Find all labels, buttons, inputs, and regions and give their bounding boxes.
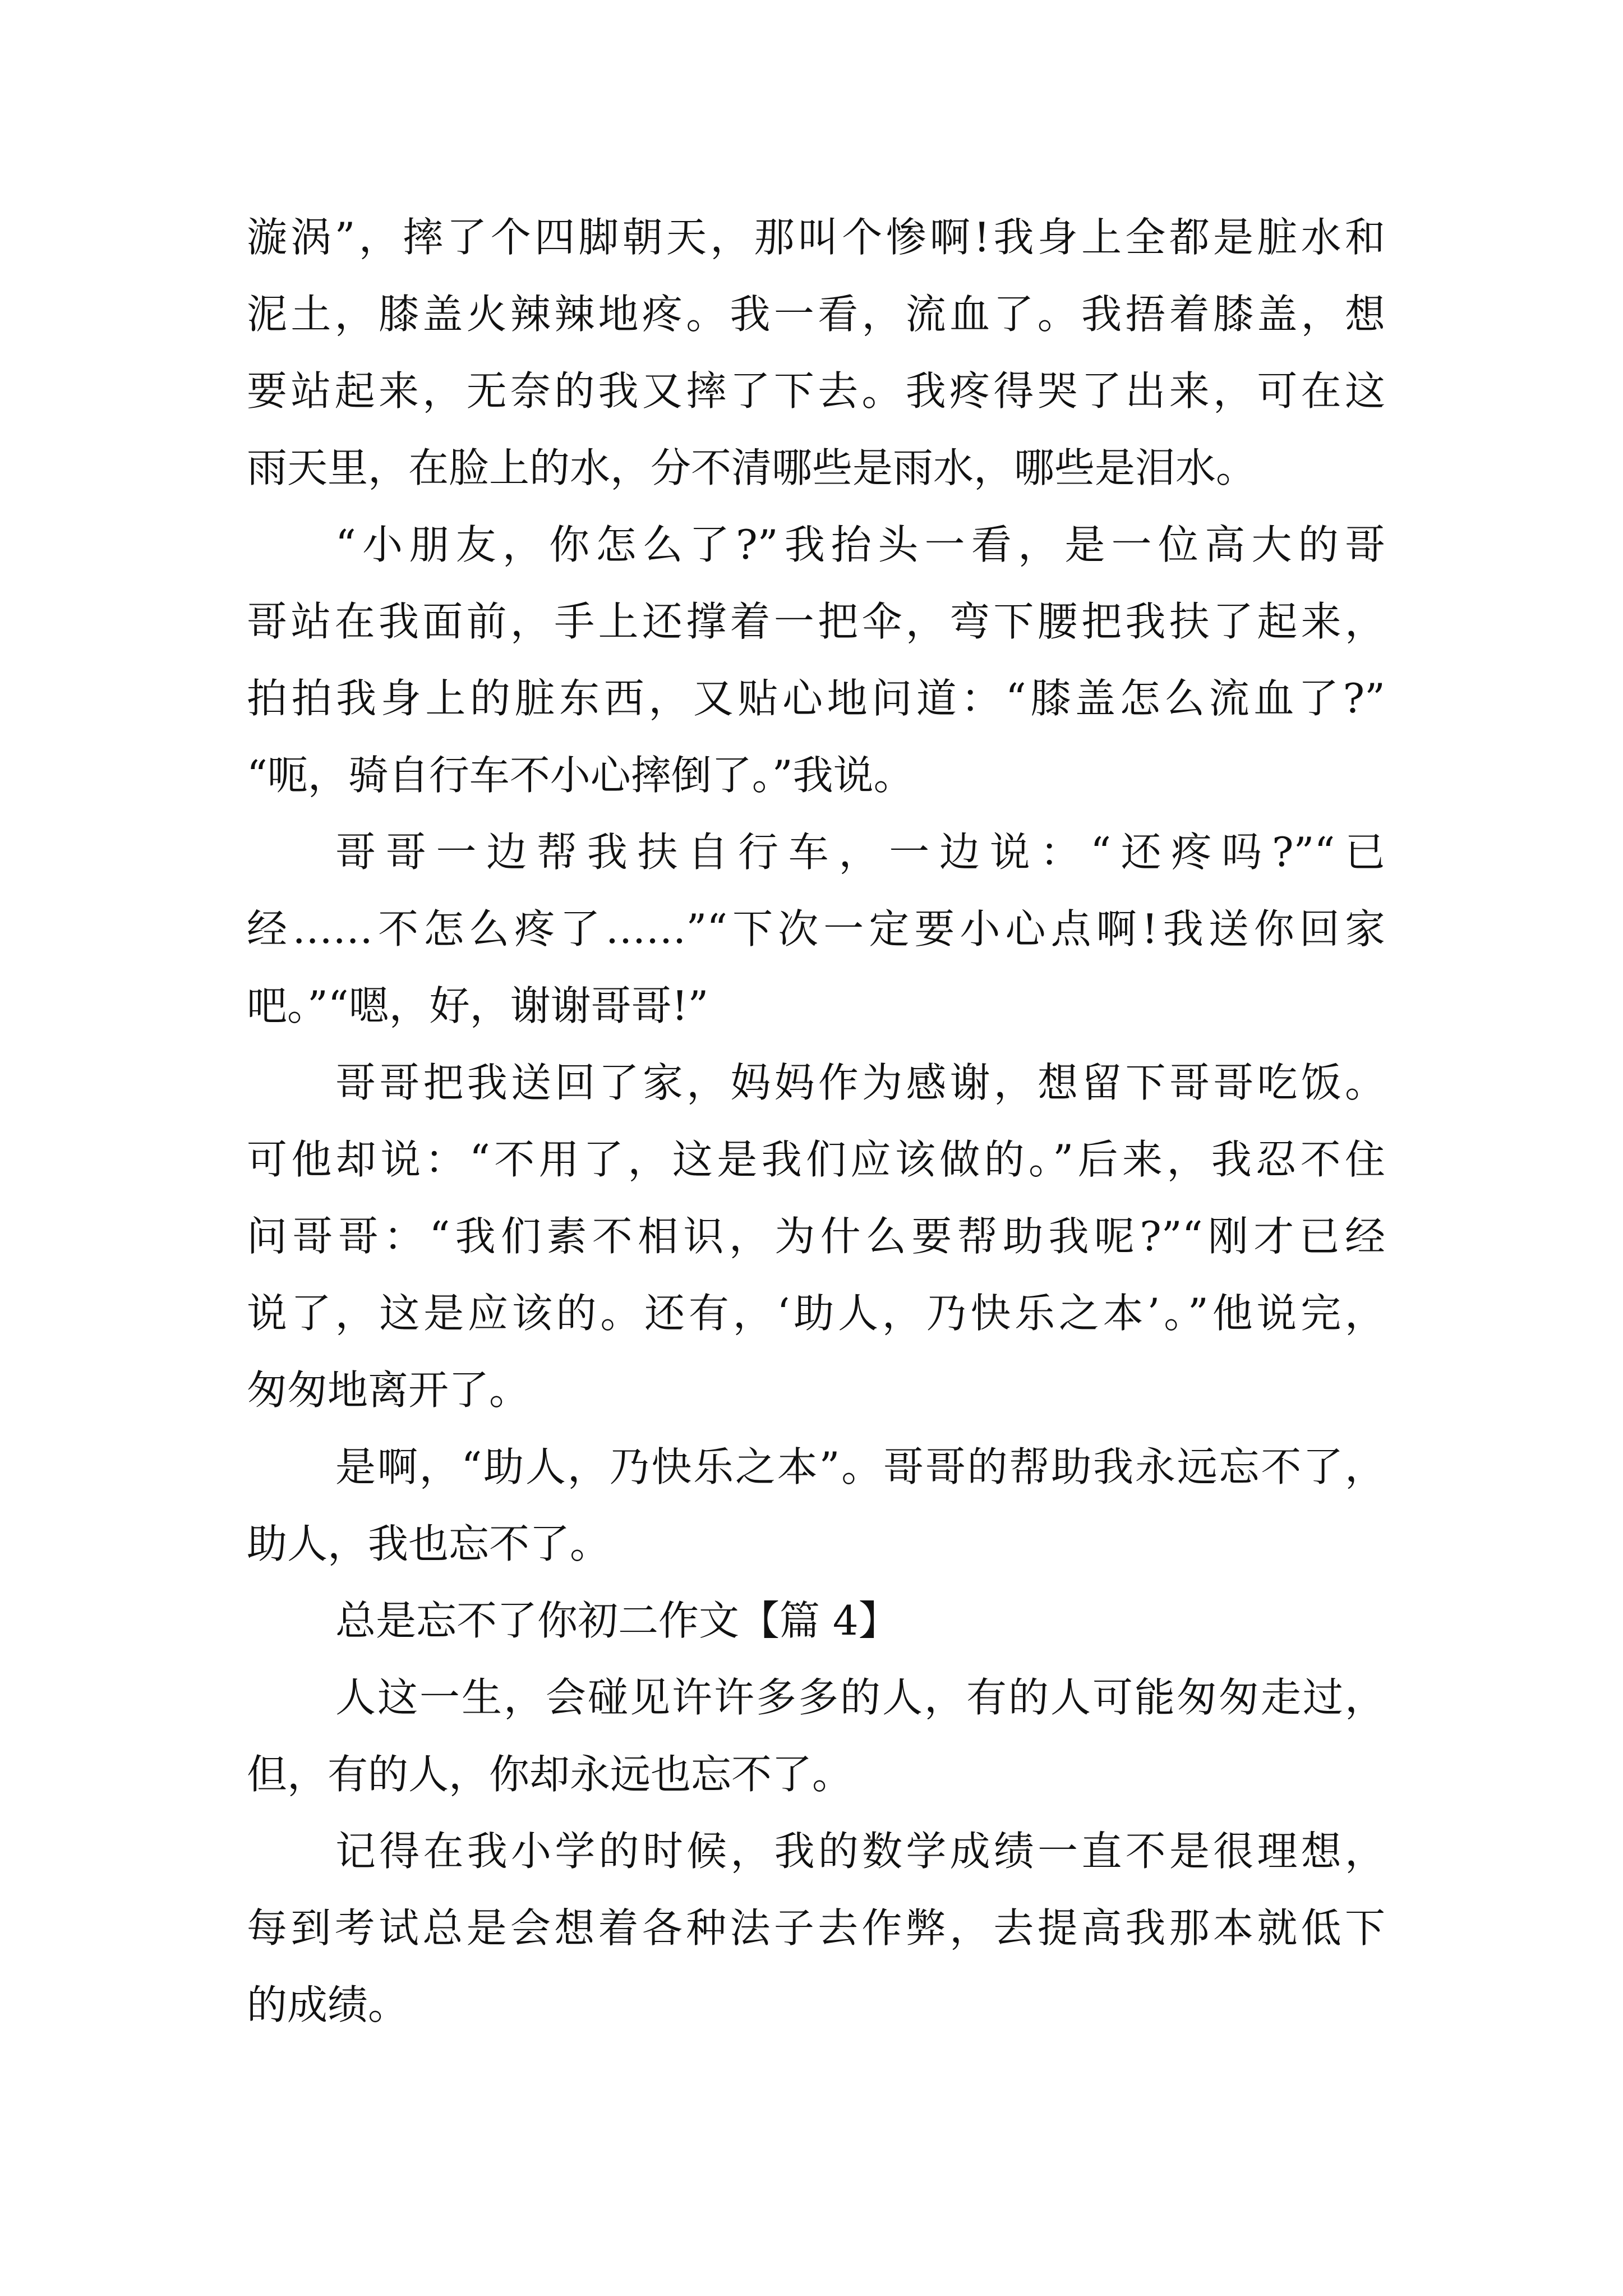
text-line: 说了，这是应该的。还有，‘助人，乃快乐之本’。”他说完，	[247, 1290, 1385, 1337]
text-line: 记得在我小学的时候，我的数学成绩一直不是很理想，	[335, 1828, 1385, 1875]
heading-line: 总是忘不了你初二作文【篇 4】	[335, 1597, 899, 1644]
section-heading	[247, 1582, 1385, 1659]
text-line: 泥土，膝盖火辣辣地疼。我一看，流血了。我捂着膝盖，想	[247, 291, 1385, 338]
text-line: 哥哥把我送回了家，妈妈作为感谢，想留下哥哥吃饭。	[335, 1059, 1385, 1106]
text-line: 但，有的人，你却永远也忘不了。	[247, 1751, 853, 1798]
text-line: 可他却说：“不用了，这是我们应该做的。”后来，我忍不住	[247, 1136, 1385, 1183]
text-line: 哥站在我面前，手上还撑着一把伞，弯下腰把我扶了起来，	[247, 598, 1385, 645]
paragraph	[247, 1045, 1385, 1429]
text-line: 是啊，“助人，乃快乐之本”。哥哥的帮助我永远忘不了，	[335, 1443, 1385, 1490]
text-line: 人这一生，会碰见许许多多的人，有的人可能匆匆走过，	[335, 1674, 1385, 1721]
text-line: 每到考试总是会想着各种法子去作弊，去提高我那本就低下	[247, 1904, 1385, 1952]
paragraph	[247, 1429, 1385, 1582]
text-line: 吧。”“嗯，好，谢谢哥哥!”	[247, 982, 709, 1029]
text-line: 助人，我也忘不了。	[247, 1520, 611, 1567]
text-line: 要站起来，无奈的我又摔了下去。我疼得哭了出来，可在这	[247, 367, 1385, 415]
paragraph	[247, 1813, 1385, 2044]
text-line: 的成绩。	[247, 1981, 409, 2028]
text-line: 哥哥一边帮我扶自行车，一边说：“还疼吗?”“已	[335, 829, 1385, 876]
essay-body	[247, 199, 1385, 2044]
text-line: 问哥哥：“我们素不相识，为什么要帮助我呢?”“刚才已经	[247, 1213, 1385, 1260]
text-line: 匆匆地离开了。	[247, 1366, 530, 1414]
paragraph	[247, 199, 1385, 507]
text-line: 漩涡”，摔了个四脚朝天，那叫个惨啊!我身上全都是脏水和	[247, 214, 1385, 261]
text-line: 雨天里，在脸上的水，分不清哪些是雨水，哪些是泪水。	[247, 444, 1257, 491]
text-line: 拍拍我身上的脏东西，又贴心地问道：“膝盖怎么流血了?”	[247, 675, 1385, 722]
text-line: “呃，骑自行车不小心摔倒了。”我说。	[247, 752, 914, 799]
text-line: “小朋友，你怎么了?”我抬头一看，是一位高大的哥	[335, 521, 1385, 568]
text-line: 经……不怎么疼了……”“下次一定要小心点啊!我送你回家	[247, 905, 1385, 953]
paragraph	[247, 1659, 1385, 1813]
paragraph	[247, 814, 1385, 1045]
paragraph	[247, 507, 1385, 814]
